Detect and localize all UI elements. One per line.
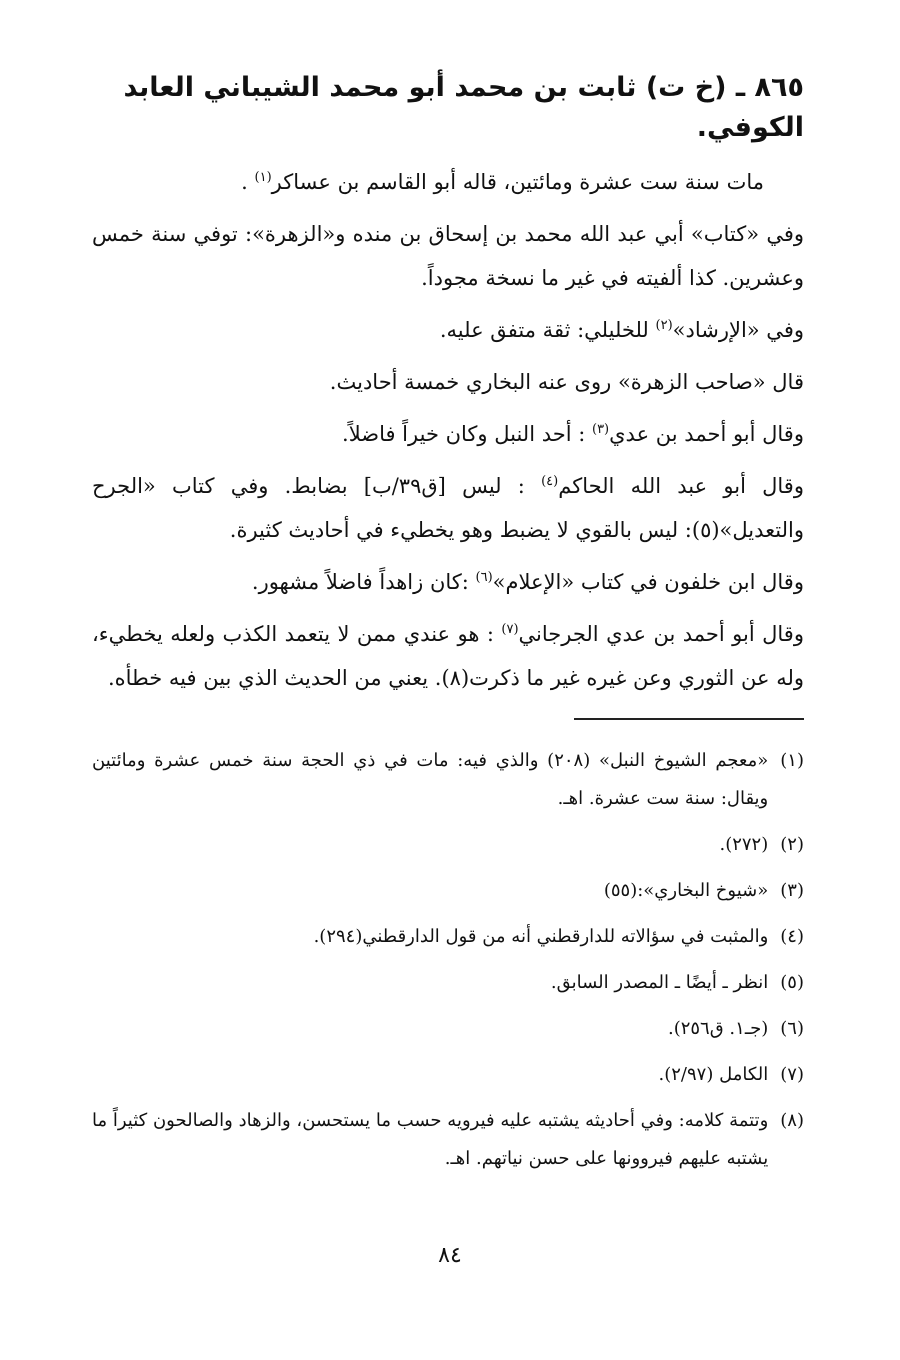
footnote-reference: (١) — [254, 170, 272, 185]
page-number: ٨٤ — [438, 1243, 462, 1268]
footnote-text: «معجم الشيوخ النبل» (٢٠٨) والذي فيه: مات في ذي الحجة سنة خمس عشرة ومائتين ويقال: سنة ست عشرة. اهـ. — [92, 750, 769, 809]
footnote-number: (٤) — [780, 926, 804, 947]
footnote-reference: (٢) — [655, 318, 673, 333]
paragraph-text: قال «صاحب الزهرة» روى عنه البخاري خمسة أحاديث. — [329, 370, 804, 394]
footnote-number: (٦) — [780, 1018, 804, 1039]
paragraph-text: وقال أبو عبد الله الحاكم — [558, 474, 804, 498]
footnote-separator — [574, 718, 804, 720]
footnote — [92, 826, 804, 864]
footnote — [92, 1010, 804, 1048]
paragraph — [92, 308, 804, 352]
footnote-reference: (٦) — [475, 570, 493, 585]
footnote-number: (١) — [780, 750, 804, 771]
paragraph-text: وقال ابن خلفون في كتاب «الإعلام» — [492, 570, 804, 594]
footnote-text: الكامل (٢/٩٧). — [658, 1064, 769, 1085]
footnote-text: (جـ١. ق٢٥٦). — [667, 1018, 769, 1039]
footnote-number: (٢) — [780, 834, 804, 855]
paragraph — [92, 612, 804, 700]
footnote — [92, 872, 804, 910]
footnote — [92, 742, 804, 818]
paragraph — [92, 160, 804, 204]
paragraph-tail: للخليلي: ثقة متفق عليه. — [439, 318, 656, 342]
paragraph — [92, 212, 804, 300]
footnote-reference: (٤) — [541, 474, 559, 489]
entry-heading: ٨٦٥ ـ (خ ت) ثابت بن محمد أبو محمد الشيباني العابد الكوفي. — [123, 72, 804, 143]
footnote-text: «شيوخ البخاري»:(٥٥) — [603, 880, 769, 901]
paragraph-tail: : هو عندي ممن لا يتعمد الكذب ولعله يخطيء، وله عن الثوري وعن غيره غير ما ذكرت(٨). يعني من الحديث الذي بين فيه خطأه. — [92, 622, 804, 690]
paragraph-tail: . — [241, 170, 255, 194]
paragraph — [92, 464, 804, 552]
paragraph — [92, 412, 804, 456]
paragraph-text: وقال أبو أحمد بن عدي الجرجاني — [518, 622, 804, 646]
footnote — [92, 1056, 804, 1094]
footnote-text: (٢٧٢). — [719, 834, 769, 855]
footnote-text: وتتمة كلامه: وفي أحاديثه يشتبه عليه فيرويه حسب ما يستحسن، والزهاد والصالحون كثيراً ما يشتبه عليهم فيروونها على حسن نياتهم. اهـ. — [92, 1110, 769, 1169]
paragraph — [92, 360, 804, 404]
paragraph-text: وقال أبو أحمد بن عدي — [609, 422, 804, 446]
footnote — [92, 964, 804, 1002]
footnote-number: (٣) — [780, 880, 804, 901]
footnotes-section — [92, 742, 804, 1178]
footnote-text: انظر ـ أيضًا ـ المصدر السابق. — [550, 972, 769, 993]
paragraph-text: وفي «الإرشاد» — [672, 318, 804, 342]
footnote — [92, 918, 804, 956]
biography-body — [92, 160, 804, 700]
paragraph-tail: :كان زاهداً فاضلاً مشهور. — [251, 570, 476, 594]
paragraph-text: وفي «كتاب» أبي عبد الله محمد بن إسحاق بن منده و«الزهرة»: توفي سنة خمس وعشرين. كذا ألفيته في غير ما نسخة مجوداً. — [92, 222, 804, 290]
paragraph-tail: : أحد النبل وكان خيراً فاضلاً. — [342, 422, 592, 446]
footnote-number: (٨) — [780, 1110, 804, 1131]
footnote-number: (٥) — [780, 972, 804, 993]
footnote-text: والمثبت في سؤالاته للدارقطني أنه من قول الدارقطني(٢٩٤). — [313, 926, 769, 947]
paragraph-tail: : ليس [ق٣٩/ب] بضابط. وفي كتاب «الجرح والتعديل»(٥): ليس بالقوي لا يضبط وهو يخطيء في أحاديث كثيرة. — [92, 474, 804, 542]
footnote-reference: (٣) — [591, 422, 610, 437]
footnote-reference: (٧) — [501, 622, 519, 637]
footnote-number: (٧) — [780, 1064, 804, 1085]
paragraph — [92, 560, 804, 604]
paragraph-text: مات سنة ست عشرة ومائتين، قاله أبو القاسم بن عساكر — [271, 170, 764, 194]
footnote — [92, 1102, 804, 1178]
